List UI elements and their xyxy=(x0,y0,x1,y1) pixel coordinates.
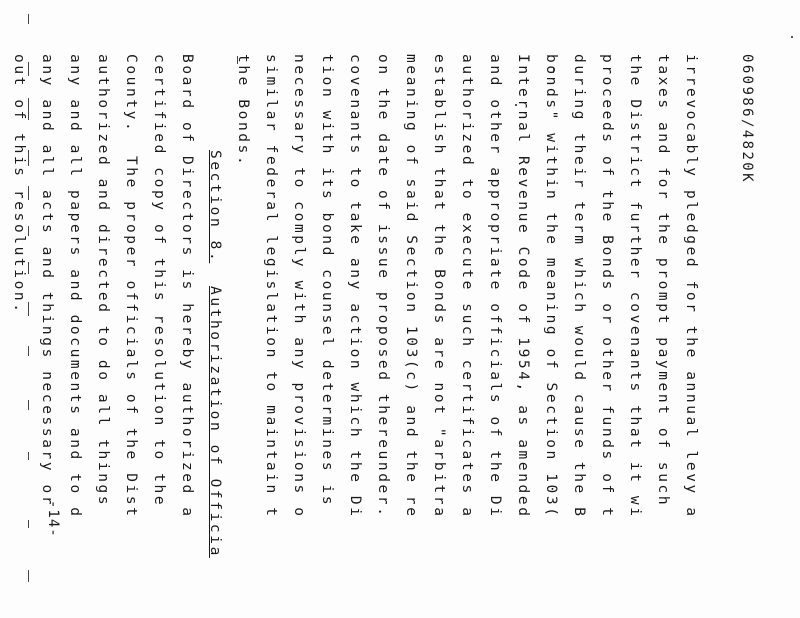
body-line: authorized and directed to do all things xyxy=(95,54,111,508)
body-line: any and all papers and documents and to d xyxy=(67,54,83,519)
body-line: meaning of said Section 103(c) and the re xyxy=(403,54,419,519)
body-line: during their term which would cause the B xyxy=(571,54,587,519)
body-line: out of this resolution. xyxy=(11,54,27,315)
body-line: the District further covenants that it wi xyxy=(627,54,643,519)
body-line: Board of Directors is hereby authorized a xyxy=(179,54,195,519)
scan-artifact xyxy=(28,520,29,528)
scan-artifact xyxy=(28,14,29,24)
body-line: necessary to comply with any provisions o xyxy=(291,54,307,519)
body-line: Internal Revenue Code of 1954, as amended xyxy=(515,54,531,519)
body-line: and other appropriate officials of the Di xyxy=(487,54,503,519)
scan-artifact xyxy=(28,400,29,410)
body-line: authorized to execute such certificates a xyxy=(459,54,475,519)
body-line: tion with its bond counsel determines is xyxy=(319,54,335,508)
body-line: on the date of issue proposed thereunder. xyxy=(375,54,391,519)
body-line: irrevocably pledged for the annual levy a xyxy=(683,54,699,519)
body-line: bonds" within the meaning of Section 103( xyxy=(543,54,559,519)
section-number: Section 8. xyxy=(207,150,223,264)
body-line: County. The proper officials of the Dist xyxy=(123,54,139,519)
body-line: establish that the Bonds are not "arbitra xyxy=(431,54,447,519)
body-line: covenants to take any action which the Di xyxy=(347,54,363,519)
scan-speck xyxy=(791,36,793,38)
body-line: similar federal legislation to maintain t xyxy=(263,54,279,519)
scan-artifact xyxy=(28,570,29,582)
body-line: certified copy of this resolution to the xyxy=(151,54,167,508)
body-line: the Bonds. xyxy=(235,54,251,168)
scan-artifact xyxy=(28,452,29,460)
document-id: 060986/4820K xyxy=(739,54,755,184)
body-line: taxes and for the prompt payment of such xyxy=(655,54,671,508)
scan-artifact xyxy=(28,346,29,356)
section-heading xyxy=(205,150,225,558)
body-line: any and all acts and things necessary or xyxy=(39,54,55,508)
page-number: -14- xyxy=(45,500,61,538)
body-line: proceeds of the Bonds or other funds of t xyxy=(599,54,615,519)
section-title: Authorization of Officia xyxy=(207,285,223,558)
